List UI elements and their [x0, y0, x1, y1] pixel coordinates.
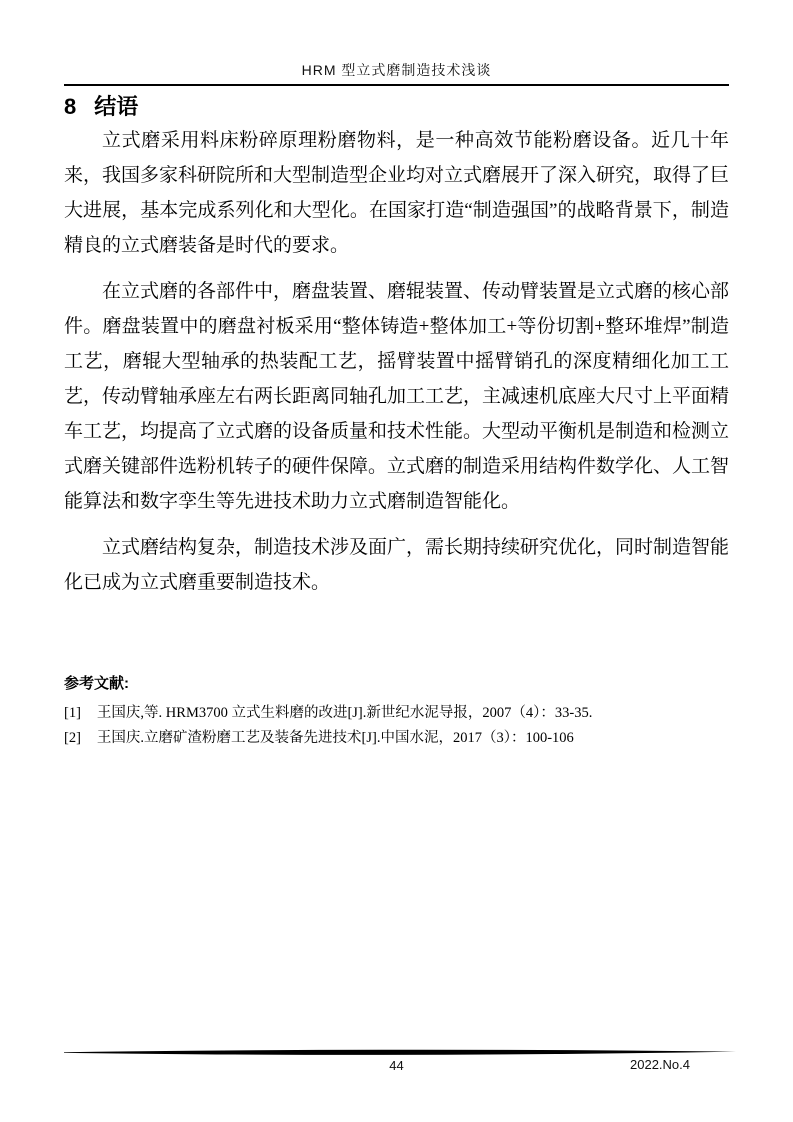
body-text: [64, 123, 729, 600]
references-title: 参考文献:: [64, 675, 129, 692]
footer-issue: 2022.No.4: [630, 1057, 690, 1072]
paragraph: 立式磨采用料床粉碎原理粉磨物料，是一种高效节能粉磨设备。近几十年来，我国多家科研院所和大型制造型企业均对立式磨展开了深入研究，取得了巨大进展，基本完成系列化和大型化。在国家打造“制造强国”的战略背景下，制造精良的立式磨装备是时代的要求。: [64, 130, 730, 256]
reference-index: [2]: [64, 730, 81, 746]
reference-entry: [64, 701, 729, 726]
section-number: 8: [64, 94, 77, 119]
footer-divider: [64, 1049, 736, 1057]
paragraph: 立式磨结构复杂，制造技术涉及面广，需长期持续研究优化，同时制造智能化已成为立式磨重要制造技术。: [64, 537, 730, 593]
running-header-title: HRM 型立式磨制造技术浅谈: [301, 62, 492, 78]
section-title: 结语: [94, 94, 139, 119]
reference-text: 王国庆.立磨矿渣粉磨工艺及装备先进技术[J].中国水泥，2017（3）：100-106: [96, 730, 574, 746]
references-section: [64, 672, 729, 751]
reference-text: 王国庆,等. HRM3700 立式生料磨的改进[J].新世纪水泥导报，2007（4）：33-35.: [96, 705, 593, 721]
reference-index: [1]: [64, 705, 81, 721]
section-heading: [64, 90, 138, 121]
footer-page-number: 44: [389, 1058, 404, 1073]
reference-entry: [64, 726, 729, 751]
paragraph: 在立式磨的各部件中，磨盘装置、磨辊装置、传动臂装置是立式磨的核心部件。磨盘装置中的磨盘衬板采用“整体铸造+整体加工+等份切割+整环堆焊”制造工艺，磨辊大型轴承的热装配工艺，摇臂装置中摇臂销孔的深度精细化加工工艺，传动臂轴承座左右两长距离同轴孔加工工艺，主减速机底座大尺寸上平面精车工艺，均提高了立式磨的设备质量和技术性能。大型动平衡机是制造和检测立式磨关键部件选粉机转子的硬件保障。立式磨的制造采用结构件数学化、人工智能算法和数字孪生等先进技术助力立式磨制造智能化。: [64, 281, 730, 512]
header-rule: [64, 84, 729, 86]
